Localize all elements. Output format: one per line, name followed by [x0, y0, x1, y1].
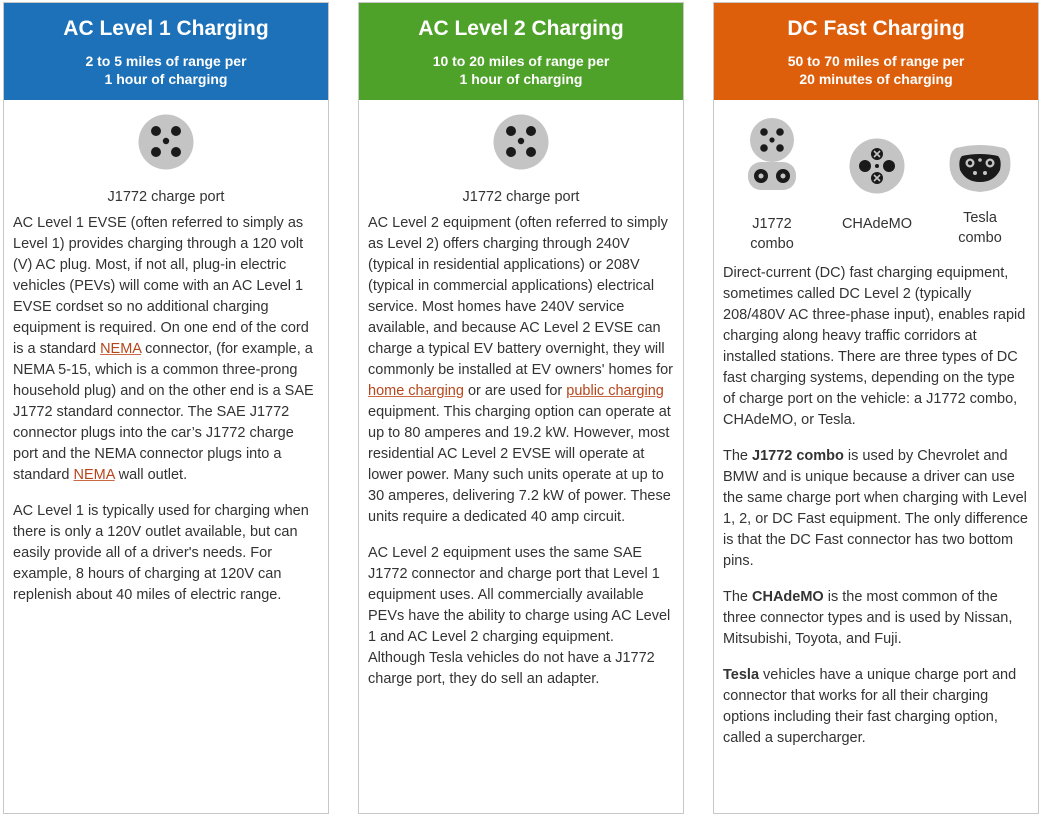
j1772-combo-label [732, 214, 812, 254]
j1772-combo-term: J1772 combo [752, 448, 844, 464]
level2-paragraph-2 [368, 543, 674, 690]
level1-paragraph-2 [13, 501, 319, 606]
dc-fast-paragraph-2 [723, 446, 1029, 572]
j1772-combo-icon [742, 116, 802, 192]
level1-port-area [4, 100, 328, 213]
level1-subtitle-line1: 2 to 5 miles of range per [85, 53, 247, 69]
dc-fast-paragraph-4 [723, 665, 1029, 749]
level2-port-area [359, 100, 683, 213]
level2-port-label: J1772 charge port [462, 189, 580, 205]
level2-body [359, 213, 683, 690]
level1-title: AC Level 1 Charging [63, 17, 269, 40]
home-charging-link[interactable]: home charging [368, 383, 464, 399]
level1-column [3, 2, 329, 814]
level1-subtitle [4, 52, 328, 88]
chademo-label [822, 214, 932, 234]
level1-body [4, 213, 328, 606]
dc-fast-paragraph-3 [723, 587, 1029, 650]
tesla-label-line1: Tesla [963, 210, 997, 226]
level1-subtitle-line2: 1 hour of charging [104, 71, 228, 87]
level1-header [4, 3, 328, 100]
dc-fast-title: DC Fast Charging [787, 17, 965, 40]
level2-title: AC Level 2 Charging [418, 17, 624, 40]
j1772-combo-label-line1: J1772 [752, 216, 792, 232]
tesla-icon [948, 144, 1012, 194]
nema-link-1[interactable]: NEMA [100, 341, 142, 357]
chademo-label-line1: CHAdeMO [841, 216, 913, 232]
chademo-icon [848, 137, 906, 195]
dc-fast-column [713, 2, 1039, 814]
dc-fast-subtitle-line1: 50 to 70 miles of range per [787, 53, 965, 69]
public-charging-link[interactable]: public charging [566, 383, 664, 399]
dc-fast-p3-text-2: is the most common of the three connector types and is used by Nissan, Mitsubishi, Toyota, and Fuji. [723, 589, 1013, 647]
level1-p1-text-2: connector, (for example, a NEMA 5-15, which is a common three-prong household plug) and on the other end is a SAE J1772 standard connector. The SAE J1772 connector plugs into the car’s J1772 charge port and the NEMA connector plugs into a standard [13, 341, 314, 483]
j1772-icon [492, 113, 550, 171]
level1-p1-text-1: AC Level 1 EVSE (often referred to simply as Level 1) provides charging through a 120 volt (V) AC plug. Most, if not all, plug-in electric vehicles (PEVs) will come with an AC Level 1 EVSE cordset so no additional charging equipment is required. On one end of the cord is a standard [13, 215, 309, 357]
tesla-label [940, 208, 1020, 248]
level2-p1-text-1: AC Level 2 equipment (often referred to simply as Level 2) offers charging through 240V (typical in residential applications) or 208V (typical in commercial applications) electrical service. Most homes have 240V service available, and because AC Level 2 EVSE can charge a typical EV battery overnight, they will commonly be installed at EV owners' homes for [368, 215, 673, 378]
level2-paragraph-1 [368, 213, 674, 528]
level2-p1-text-2: or are used for [463, 383, 567, 399]
dc-fast-p1-text: Direct-current (DC) fast charging equipment, sometimes called DC Level 2 (typically 208/480V AC three-phase input), enables rapid charging along heavy traffic corridors at installed stations. There are three types of DC fast charging systems, depending on the type of charge port on the vehicle: a J1772 combo, CHAdeMO, or Tesla. [723, 265, 1026, 428]
dc-fast-subtitle [714, 52, 1038, 88]
level2-subtitle [359, 52, 683, 88]
dc-fast-subtitle-line2: 20 minutes of charging [799, 71, 953, 87]
tesla-term: Tesla [723, 667, 760, 683]
dc-fast-paragraph-1 [723, 263, 1029, 431]
level2-subtitle-line2: 1 hour of charging [459, 71, 583, 87]
level2-p1-text-3: equipment. This charging option can operate at up to 80 amperes and 19.2 kW. However, most residential AC Level 2 EVSE will operate at lower power. Many such units operate at up to 30 amperes, delivering 7.2 kW of power. These units require a dedicated 40 amp circuit. [368, 404, 671, 525]
level1-port-label: J1772 charge port [107, 189, 225, 205]
dc-fast-header [714, 3, 1038, 100]
dc-fast-body [714, 263, 1038, 749]
level2-header [359, 3, 683, 100]
level2-subtitle-line1: 10 to 20 miles of range per [432, 53, 610, 69]
level1-p2-text: AC Level 1 is typically used for charging when there is only a 120V outlet available, but can easily provide all of a driver's needs. For example, 8 hours of charging at 120V can replenish about 40 miles of electric range. [13, 503, 309, 603]
j1772-icon [137, 113, 195, 171]
dc-fast-p2-text-1: The [723, 448, 753, 464]
j1772-combo-label-line2: combo [750, 236, 794, 252]
dc-fast-port-area [714, 100, 1038, 260]
tesla-label-line2: combo [958, 230, 1002, 246]
level1-paragraph-1 [13, 213, 319, 486]
level1-p1-text-3: wall outlet. [114, 467, 188, 483]
level2-p2-text: AC Level 2 equipment uses the same SAE J1772 connector and charge port that Level 1 equipment uses. All commercially available PEVs have the ability to charge using AC Level 1 and AC Level 2 charging equipment. Although Tesla vehicles do not have a J1772 charge port, they do sell an adapter. [368, 545, 671, 687]
dc-fast-p4-text: vehicles have a unique charge port and connector that works for all their charging options including their fast charging option, called a supercharger. [723, 667, 1017, 746]
nema-link-2[interactable]: NEMA [73, 467, 115, 483]
chademo-term: CHAdeMO [752, 589, 824, 605]
level2-column [358, 2, 684, 814]
dc-fast-p3-text-1: The [723, 589, 753, 605]
dc-fast-p2-text-2: is used by Chevrolet and BMW and is unique because a driver can use the same charge port when charging with Level 1, 2, or DC Fast equipment. The only difference is that the DC Fast connector has two bottom pins. [723, 448, 1028, 569]
